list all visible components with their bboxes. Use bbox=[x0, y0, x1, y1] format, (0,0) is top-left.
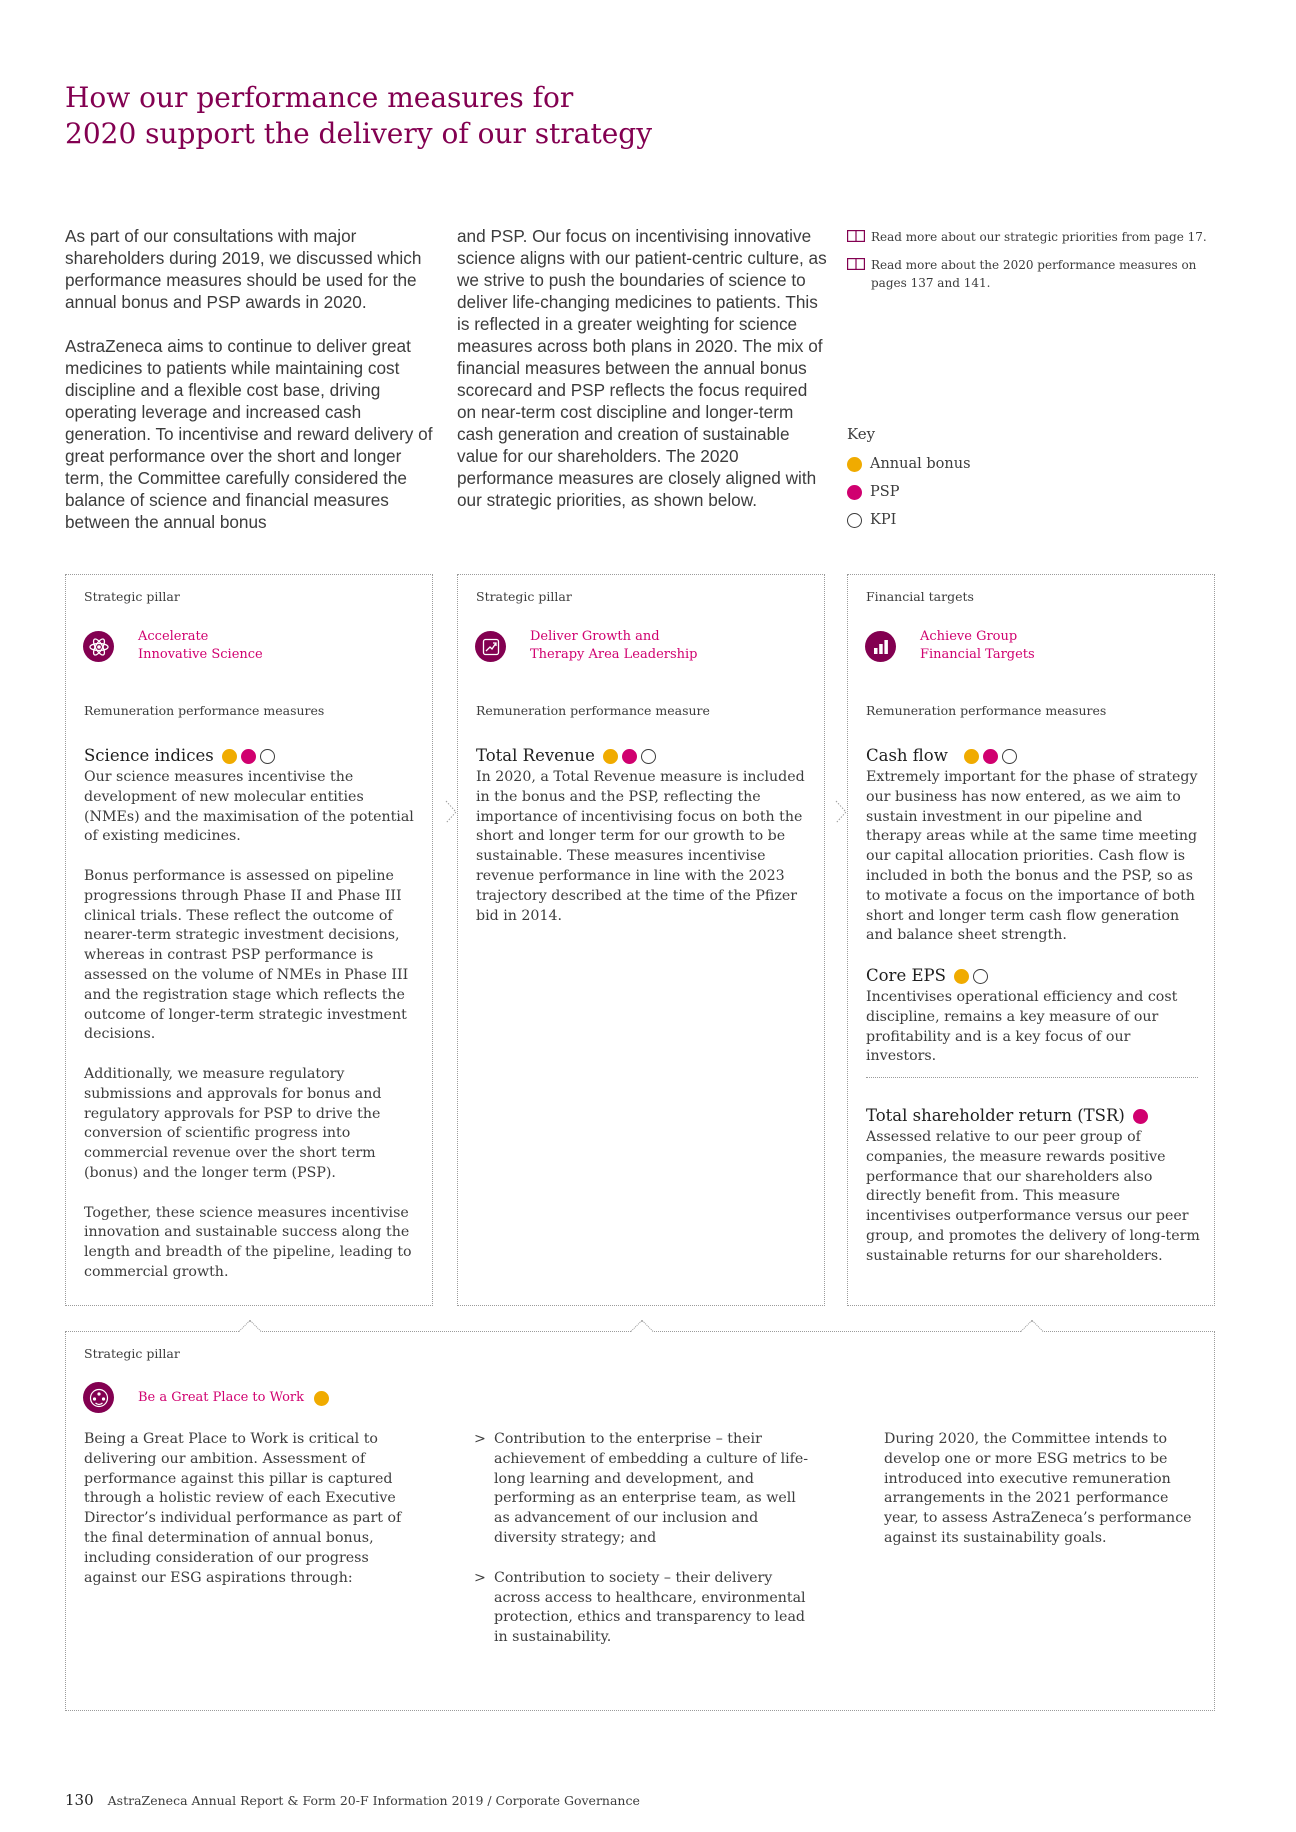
kpi-circle-icon bbox=[260, 749, 275, 764]
notch-marker bbox=[631, 1320, 654, 1343]
great-place-description: Being a Great Place to Work is critical to delivering our ambition. Assessment of performance against this pillar is captured through a holistic review of each Executive Director’s individual performance as part of the final determination of annual bonus, including consideration of our progress against our ESG aspirations through: bbox=[84, 1431, 402, 1586]
kpi-circle-icon bbox=[1002, 749, 1017, 764]
chevron-right-icon bbox=[445, 800, 457, 824]
kpi-circle-icon bbox=[973, 969, 988, 984]
measures-label: Remuneration performance measures bbox=[84, 703, 325, 718]
measure-heading: Cash flow bbox=[866, 745, 1017, 767]
gold-dot-icon bbox=[847, 457, 862, 472]
pillar-name: Accelerate Innovative Science bbox=[138, 629, 263, 662]
box-label: Strategic pillar bbox=[84, 589, 180, 604]
intro-column-2 bbox=[457, 225, 827, 511]
measures-label: Remuneration performance measures bbox=[866, 703, 1107, 718]
pillar-box-science bbox=[65, 574, 433, 1306]
page-number: 130 bbox=[65, 1791, 94, 1809]
read-more-link[interactable]: Read more about our strategic priorities from page 17. bbox=[847, 228, 1207, 246]
measure-heading: Total Revenue bbox=[476, 745, 656, 767]
growth-chart-icon bbox=[475, 631, 506, 662]
footer-text: AstraZeneca Annual Report & Form 20-F Information 2019 / Corporate Governance bbox=[107, 1793, 640, 1808]
notch-marker bbox=[1021, 1320, 1044, 1343]
book-icon bbox=[847, 258, 865, 270]
measure-description: Incentivises operational efficiency and cost discipline, remains a key measure of our profitability and is a key focus of our investors. bbox=[866, 989, 1178, 1065]
measure-description: Assessed relative to our peer group of companies, the measure rewards positive performance that our shareholders also directly benefit from. This measure incentivises outperformance versus our peer group, and promotes the delivery of long-term sustainable returns for our shareholders. bbox=[866, 1129, 1200, 1264]
book-icon bbox=[847, 230, 865, 242]
chevron-right-icon bbox=[835, 800, 847, 824]
list-item: > Contribution to the enterprise – their achievement of embedding a culture of life-long learning and development, and performing as an enterprise team, as well as advancement of our inclusion and diversity strategy; and bbox=[474, 1431, 809, 1546]
key-title: Key bbox=[847, 425, 876, 443]
pillar-name: Achieve Group Financial Targets bbox=[920, 629, 1035, 662]
measure-heading: Total shareholder return (TSR) bbox=[866, 1105, 1148, 1127]
gold-dot-icon bbox=[954, 969, 969, 984]
gold-dot-icon bbox=[314, 1391, 329, 1406]
bullet-chevron-icon: > bbox=[474, 1569, 486, 1586]
measures-label: Remuneration performance measure bbox=[476, 703, 710, 718]
divider bbox=[866, 1077, 1198, 1078]
contribution-list bbox=[474, 1430, 809, 1668]
intro-paragraph: and PSP. Our focus on incentivising innovative science aligns with our patient-centric culture, as we strive to push the boundaries of science to deliver life-changing medicines to patients. This is reflected in a greater weighting for science measures across both plans in 2020. The mix of financial measures between the annual bonus scorecard and PSP reflects the focus required on near-term cost discipline and longer-term cash generation and creation of sustainable value for our shareholders. The 2020 performance measures are closely aligned with our strategic priorities, as shown below. bbox=[457, 226, 827, 510]
read-more-link[interactable]: Read more about the 2020 performance measures on pages 137 and 141. bbox=[847, 256, 1207, 292]
pink-dot-icon bbox=[1133, 1109, 1148, 1124]
read-more-links bbox=[847, 228, 1207, 302]
box-label: Financial targets bbox=[866, 589, 974, 604]
key-item-psp: PSP bbox=[847, 478, 971, 506]
pillar-box-great-place bbox=[65, 1331, 1215, 1711]
measure-description: In 2020, a Total Revenue measure is included in the bonus and the PSP, reflecting the importance of incentivising focus on both the short and longer term for our growth to be sustainable. These measures incentivise revenue performance in line with the 2023 trajectory described at the time of the Pfizer bid in 2014. bbox=[476, 769, 805, 924]
measure-description: Extremely important for the phase of strategy our business has now entered, as we aim to sustain investment in our pipeline and therapy areas while at the same time meeting our capital allocation priorities. Cash flow is included in both the bonus and the PSP, so as to motivate a focus on the importance of both short and longer term cash flow generation and balance sheet strength. bbox=[866, 769, 1198, 944]
kpi-circle-icon bbox=[847, 513, 862, 528]
intro-paragraph: As part of our consultations with major shareholders during 2019, we discussed which performance measures should be used for the annual bonus and PSP awards in 2020. bbox=[65, 226, 422, 312]
esg-metrics-note: During 2020, the Committee intends to develop one or more ESG metrics to be introduced into executive remuneration arrangements in the 2021 performance year, to assess AstraZeneca’s performance against its sustainability goals. bbox=[884, 1431, 1192, 1546]
pink-dot-icon bbox=[241, 749, 256, 764]
atom-icon bbox=[83, 631, 114, 662]
measure-heading: Science indices bbox=[84, 745, 275, 767]
pink-dot-icon bbox=[622, 749, 637, 764]
pink-dot-icon bbox=[983, 749, 998, 764]
bullet-chevron-icon: > bbox=[474, 1431, 486, 1447]
legend-key bbox=[847, 424, 971, 534]
box-label: Strategic pillar bbox=[84, 1346, 180, 1361]
list-item: > Contribution to society – their delivery across access to healthcare, environmental protection, ethics and transparency to lead in sustainability. bbox=[474, 1569, 806, 1646]
pink-dot-icon bbox=[847, 485, 862, 500]
measure-heading: Core EPS bbox=[866, 965, 988, 987]
bar-chart-icon bbox=[865, 631, 896, 662]
people-icon bbox=[83, 1382, 114, 1413]
intro-column-1 bbox=[65, 225, 435, 533]
pillar-name: Be a Great Place to Work bbox=[138, 1389, 329, 1407]
key-item-kpi: KPI bbox=[847, 506, 971, 534]
gold-dot-icon bbox=[603, 749, 618, 764]
intro-paragraph: AstraZeneca aims to continue to deliver great medicines to patients while maintaining cost discipline and a flexible cost base, driving operating leverage and increased cash generation. To incentivise and reward delivery of great performance over the short and longer term, the Committee carefully considered the balance of science and financial measures between the annual bonus bbox=[65, 336, 433, 532]
gold-dot-icon bbox=[222, 749, 237, 764]
gold-dot-icon bbox=[964, 749, 979, 764]
page-footer bbox=[65, 1791, 640, 1809]
notch-marker bbox=[239, 1320, 262, 1343]
key-item-annual-bonus: Annual bonus bbox=[847, 450, 971, 478]
box-label: Strategic pillar bbox=[476, 589, 572, 604]
page-title: How our performance measures for 2020 support the delivery of our strategy bbox=[65, 81, 653, 150]
measure-description: Our science measures incentivise the development of new molecular entities (NMEs) and the maximisation of the potential of existing medicines. Bonus performance is assessed on pipeline progressions through Phase II and Phase III clinical trials. These reflect the outcome of nearer-term strategic investment decisions, whereas in contrast PSP performance is assessed on the volume of NMEs in Phase III and the registration stage which reflects the outcome of longer-term strategic investment decisions. Additionally, we measure regulatory submissions and approvals for bonus and regulatory approvals for PSP to drive the conversion of scientific progress into commercial revenue over the short term (bonus) and the longer term (PSP). Together, these science measures incentivise innovation and sustainable success along the length and breadth of the pipeline, leading to commercial growth. bbox=[84, 769, 414, 1280]
kpi-circle-icon bbox=[641, 749, 656, 764]
pillar-box-growth bbox=[457, 574, 825, 1306]
pillar-box-financial bbox=[847, 574, 1215, 1306]
pillar-name: Deliver Growth and Therapy Area Leadership bbox=[530, 629, 698, 662]
